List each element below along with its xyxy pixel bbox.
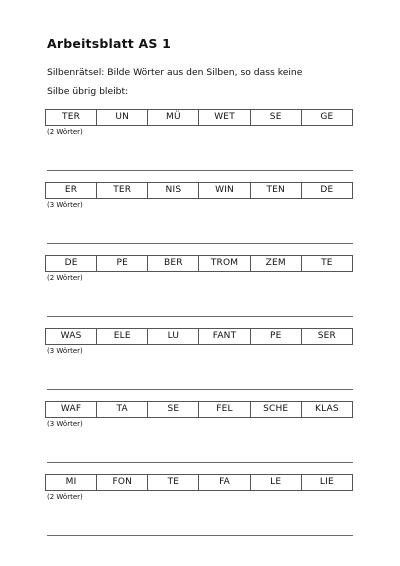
syllable-cell: FA <box>199 475 250 491</box>
syllable-cell: GE <box>301 110 352 126</box>
syllable-cell: MI <box>46 475 97 491</box>
syllable-table <box>45 474 353 491</box>
answer-line[interactable] <box>47 170 353 171</box>
syllable-cell: DE <box>46 256 97 272</box>
instruction-line-2: Silbe übrig bleibt: <box>47 86 129 97</box>
puzzle-block-2 <box>45 182 353 246</box>
syllable-table <box>45 401 353 418</box>
syllable-cell: ELE <box>97 329 148 345</box>
puzzle-block-1 <box>45 109 353 173</box>
answer-line[interactable] <box>47 462 353 463</box>
syllable-cell: DE <box>301 183 352 199</box>
puzzle-block-5 <box>45 401 353 465</box>
syllable-cell: WET <box>199 110 250 126</box>
syllable-cell: FEL <box>199 402 250 418</box>
instruction-line-1: Silbenrätsel: Bilde Wörter aus den Silben, so dass keine <box>47 67 303 78</box>
syllable-cell: LU <box>148 329 199 345</box>
answer-line[interactable] <box>47 389 353 390</box>
syllable-cell: SCHE <box>250 402 301 418</box>
syllable-cell: UN <box>97 110 148 126</box>
answer-line[interactable] <box>47 316 353 317</box>
word-count-hint: (2 Wörter) <box>47 274 83 282</box>
answer-line[interactable] <box>47 243 353 244</box>
syllable-cell: SE <box>250 110 301 126</box>
syllable-cell: FON <box>97 475 148 491</box>
answer-line[interactable] <box>47 535 353 536</box>
syllable-cell: SE <box>148 402 199 418</box>
syllable-table <box>45 255 353 272</box>
syllable-cell: MÜ <box>148 110 199 126</box>
word-count-hint: (3 Wörter) <box>47 201 83 209</box>
syllable-table <box>45 109 353 126</box>
word-count-hint: (3 Wörter) <box>47 347 83 355</box>
syllable-cell: ZEM <box>250 256 301 272</box>
syllable-cell: TEN <box>250 183 301 199</box>
syllable-cell: KLAS <box>301 402 352 418</box>
syllable-cell: PE <box>97 256 148 272</box>
syllable-cell: WIN <box>199 183 250 199</box>
syllable-table <box>45 182 353 199</box>
syllable-cell: LE <box>250 475 301 491</box>
syllable-cell: TE <box>148 475 199 491</box>
syllable-cell: FANT <box>199 329 250 345</box>
syllable-cell: BER <box>148 256 199 272</box>
syllable-cell: LIE <box>301 475 352 491</box>
syllable-table <box>45 328 353 345</box>
syllable-cell: TA <box>97 402 148 418</box>
word-count-hint: (2 Wörter) <box>47 493 83 501</box>
syllable-cell: PE <box>250 329 301 345</box>
syllable-cell: SER <box>301 329 352 345</box>
syllable-cell: NIS <box>148 183 199 199</box>
word-count-hint: (3 Wörter) <box>47 420 83 428</box>
syllable-cell: TE <box>301 256 352 272</box>
puzzle-block-6 <box>45 474 353 538</box>
syllable-cell: TROM <box>199 256 250 272</box>
syllable-cell: ER <box>46 183 97 199</box>
syllable-cell: TER <box>97 183 148 199</box>
syllable-cell: WAS <box>46 329 97 345</box>
puzzle-block-3 <box>45 255 353 319</box>
worksheet-title: Arbeitsblatt AS 1 <box>47 36 172 51</box>
syllable-cell: TER <box>46 110 97 126</box>
puzzle-block-4 <box>45 328 353 392</box>
syllable-cell: WAF <box>46 402 97 418</box>
word-count-hint: (2 Wörter) <box>47 128 83 136</box>
